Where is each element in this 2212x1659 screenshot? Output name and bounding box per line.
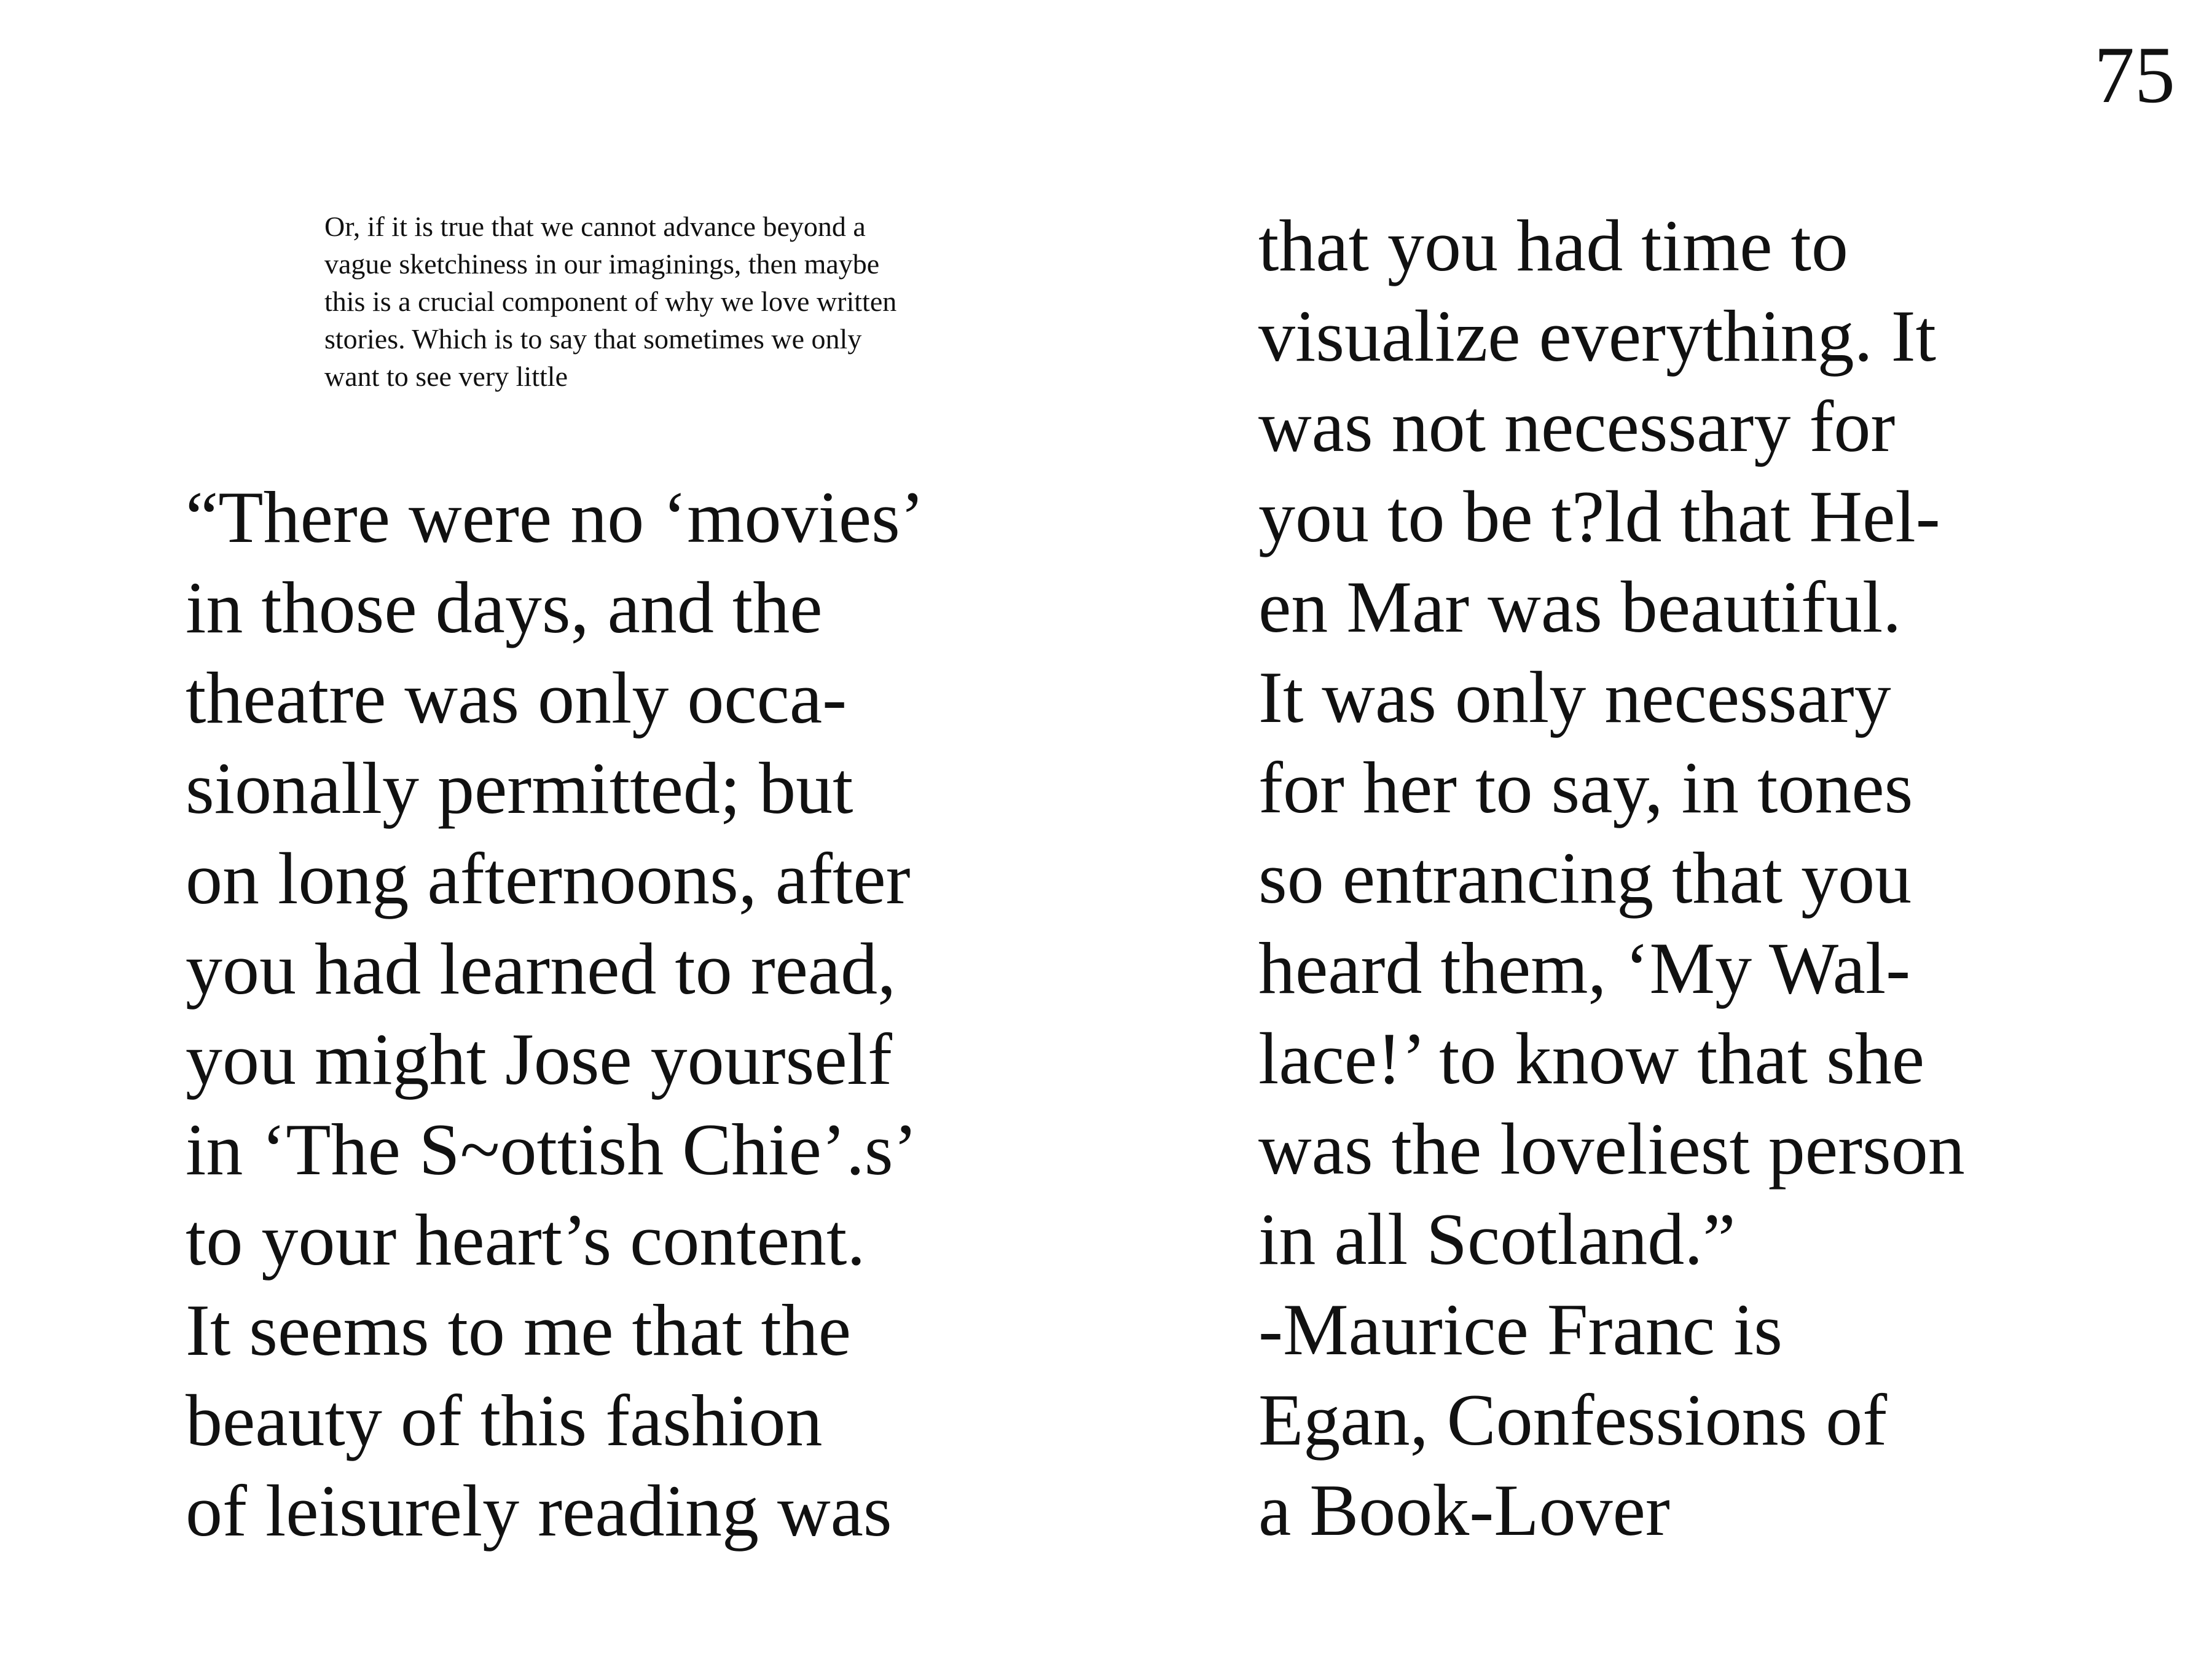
quote-line: on long afternoons, after [186, 837, 911, 919]
quote-line: you to be t?ld that Hel- [1258, 476, 1940, 557]
quote-column-left [186, 472, 1095, 1556]
quote-line: for her to say, in tones [1258, 747, 1913, 828]
quote-line: en Mar was beautiful. [1258, 566, 1902, 648]
quote-column-right [1258, 200, 2168, 1555]
quote-line: It was only necessary [1258, 656, 1891, 738]
attribution-line: -Maurice Franc is [1258, 1288, 1783, 1370]
quote-line: was not necessary for [1258, 385, 1896, 467]
quote-line: in all Scotland.” [1258, 1198, 1736, 1280]
quote-line: of leisurely reading was [186, 1470, 892, 1551]
quote-line: you might Jose yourself [186, 1018, 892, 1100]
side-note-line: stories. Which is to say that sometimes we only [324, 323, 862, 355]
quote-line: It seems to me that the [186, 1289, 852, 1371]
side-note-line: want to see very little [324, 361, 568, 392]
side-note-line: vague sketchiness in our imaginings, then maybe [324, 248, 880, 280]
side-note-line: this is a crucial component of why we love written [324, 286, 897, 317]
quote-line: in those days, and the [186, 567, 823, 648]
quote-line: sionally permitted; but [186, 747, 853, 829]
quote-line: heard them, ‘My Wal- [1258, 927, 1911, 1009]
quote-line: was the loveliest person [1258, 1108, 1965, 1190]
quote-line: so entrancing that you [1258, 837, 1912, 919]
attribution-line: Egan, Confessions of [1258, 1379, 1888, 1461]
side-note-line: Or, if it is true that we cannot advance beyond a [324, 211, 866, 242]
quote-line: lace!’ to know that she [1258, 1018, 1925, 1099]
quote-line: that you had time to [1258, 205, 1848, 286]
quote-line: beauty of this fashion [186, 1379, 823, 1461]
page-number: 75 [2094, 29, 2175, 120]
quote-line: theatre was only occa- [186, 657, 847, 739]
quote-line: in ‘The S~ottish Chie’.s’ [186, 1108, 918, 1190]
quote-line: visualize everything. It [1258, 295, 1936, 377]
attribution-line: a Book-Lover [1258, 1469, 1670, 1551]
side-note [324, 208, 976, 395]
quote-line: “There were no ‘movies’ [186, 476, 925, 558]
quote-line: you had learned to read, [186, 928, 896, 1010]
quote-line: to your heart’s content. [186, 1199, 866, 1281]
